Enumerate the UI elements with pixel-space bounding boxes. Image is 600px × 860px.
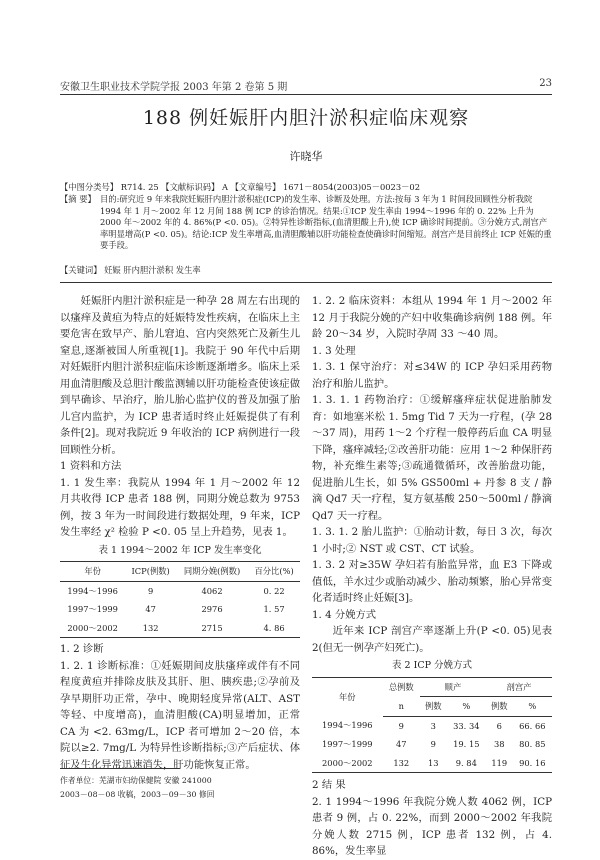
abstract-text: 目的:研究近 9 年来我院妊娠肝内胆汁淤积症(ICP)的发生率、诊断及处理。方法:按每 3 年为 1 时间段回顾性分析我院 1994 年 1 月～2002 年 12 月间 188 例 ICP 的诊治情况。结果:①ICP 发生率由 1994～1996 年的 0. 22% 上升为 2000 年～2002 年的 4. 86%(P <0. 05)。②特异性诊断指标,(血清胆酸上升),使 ICP 确诊时间提前。③分娩方式,剖宫产率明显增高(P <0. 05)。结论:ICP 发生率增高,血清胆酸辅以肝功能检查使确诊时间缩短。剖宫产是目前终止 ICP 妊娠的重要手段。 — [100, 194, 552, 251]
t2-header-vag-pct: % — [447, 697, 486, 717]
abstract — [60, 194, 552, 252]
page-number: 23 — [539, 78, 552, 89]
table-cell: 33. 34 — [453, 720, 480, 731]
t2-header-total: 总例数 — [383, 677, 420, 697]
t2-header-cs-cases: 例数 — [486, 697, 513, 717]
t2-header-vag-cases: 例数 — [420, 697, 447, 717]
table-cell: 2000～2002 — [60, 619, 125, 638]
abstract-rule — [60, 282, 552, 283]
section-1-4-text: 近年来 ICP 剖宫产率逐渐上升(P <0. 05)见表 2(但无一例孕产妇死亡)。 — [312, 625, 552, 654]
right-column — [312, 293, 552, 860]
table-cell: 9 — [430, 739, 436, 749]
table-cell: 1994～1996 — [322, 720, 373, 731]
table-cell: 6 — [496, 720, 502, 731]
table-cell: 132 — [125, 619, 176, 638]
t1-header-births: 同期分娩(例数) — [176, 562, 248, 582]
table2-caption: 表 2 ICP 分娩方式 — [391, 660, 473, 671]
meta-codes: 【中图分类号】 R714. 25 【文献标识码】 A 【文章编号】 1671－8054(2003)05－0023－02 — [60, 182, 420, 192]
running-header — [60, 78, 552, 93]
section-1-2-2: 1. 2. 2 临床资料：本组从 1994 年 1 月～2002 年 12 月于我院分娩的产妇中收集确诊病例 188 例。年龄 20～34 岁，入院时孕周 33 ～40 周。 — [312, 295, 552, 340]
section-1-1: 1. 1 发生率：我院从 1994 年 1 月～2002 年 12 月共收得 ICP 患者 188 例，同期分娩总数为 9753 例，按 3 年为一时间段进行数据处理，9 年来，ICP 发生率经 χ² 检验 P <0. 05 呈上升趋势，见表 1。 — [60, 476, 300, 538]
section-1-3-2: 1. 3. 2 对≥35W 孕妇若有胎监异常，血 E3 下降或值低，羊水过少或胎动减少、胎动频繁，胎心异常变化者适时终止妊娠[3]。 — [312, 559, 552, 604]
journal-name: 安徽卫生职业技术学院学报 2003 年第 2 卷第 5 期 — [60, 82, 288, 93]
table-cell: 47 — [145, 604, 156, 614]
table-row — [60, 600, 300, 619]
table-cell: 119 — [486, 754, 513, 773]
table-cell: 80. 85 — [519, 739, 546, 749]
header-rule — [60, 94, 552, 95]
table-cell: 66. 66 — [519, 720, 546, 731]
table-cell: 47 — [395, 739, 407, 749]
section-1-3-1-2: 1. 3. 1. 2 胎儿监护：①胎动计数，每日 3 次，每次 1 小时;② NST 或 CST、CT 试验。 — [312, 526, 552, 555]
table-cell: 2976 — [201, 604, 223, 614]
t2-header-cesarean: 剖宫产 — [486, 677, 552, 697]
section-1-3-1-1: 1. 3. 1. 1 药物治疗：①缓解瘙痒症状促进胎肺发育：如地塞米松 1. 5mg Tid 7 天为一疗程，(孕 28～37 周)，用药 1～2 个疗程一般停药后血 CA 明显下降，瘙痒减轻;②改善肝功能：应用 1～2 种保肝药物，补充维生素等;③疏通微循环，改善胎盘功能，促进胎儿生长，如 5% GS500ml + 丹参 8 支 / 静滴 Qd7 天一疗程，复方氨基酸 250～500ml / 静滴 Qd7 天一疗程。 — [312, 394, 552, 522]
table-row — [60, 581, 300, 600]
table-cell: 1997～1999 — [67, 604, 118, 614]
t2-header-year: 年份 — [312, 677, 383, 716]
table-cell: 9 — [398, 720, 404, 731]
section-1-2-heading: 1. 2 诊断 — [60, 643, 104, 655]
table-cell: 1. 57 — [263, 604, 285, 614]
t1-header-pct: 百分比(%) — [248, 562, 300, 582]
table-cell: 19. 15 — [453, 739, 480, 749]
table-cell: 4. 86 — [248, 619, 300, 638]
article-title: 188 例妊娠肝内胆汁淤积症临床观察 — [142, 107, 470, 129]
table1 — [60, 561, 300, 638]
table-cell: 3 — [430, 720, 436, 731]
intro-paragraph: 妊娠肝内胆汁淤积症是一种孕 28 周左右出现的以瘙痒及黄疸为特点的妊娠特发性疾病，在临床上主要危害在致早产、胎儿窘迫、宫内突然死亡及新生儿窒息,逐渐被国人所重视[1]。我院于 90 年代中后期对妊娠肝内胆汁淤积症临床诊断逐渐增多。临床上采用血清胆酸及总胆汁酸监测辅以肝功能检查使该症做到早确诊、早治疗，胎儿胎心监护仪的普及加强了胎儿宫内监护，为 ICP 患者适时终止妊娠提供了有利条件[2]。现对我院近 9 年收治的 ICP 病例进行一段回顾性分析。 — [60, 295, 300, 456]
table-row — [312, 735, 552, 754]
table-cell: 4062 — [201, 585, 223, 596]
table-cell: 90. 16 — [513, 754, 552, 773]
footnote — [60, 774, 300, 802]
keywords: 【关键词】 妊娠 肝内胆汁淤积 发生率 — [60, 265, 201, 275]
received-dates: 2003－08－08 收稿，2003－09－30 修回 — [60, 790, 215, 799]
table-cell: 1997～1999 — [322, 739, 373, 749]
table-row — [312, 716, 552, 735]
section-1-4-heading: 1. 4 分娩方式 — [312, 608, 377, 621]
table-cell: 9. 84 — [447, 754, 486, 773]
section-2-1: 2. 1 1994～1996 年我院分娩人数 4062 例，ICP 患者 9 例，占 0. 22%，而到 2000～2002 年我院分娩人数 2715 例，ICP 患者 132 例，占 4. 86%，发生率显 — [312, 795, 552, 857]
article-author: 许晓华 — [289, 150, 323, 163]
t2-header-n: n — [383, 697, 420, 717]
section-1-3-heading: 1. 3 处理 — [312, 344, 356, 357]
footnote-rule — [60, 768, 180, 769]
section-2-heading: 2 结 果 — [312, 779, 346, 791]
table-cell: 2715 — [176, 619, 248, 638]
table-cell: 13 — [420, 754, 447, 773]
classification-line — [60, 182, 552, 194]
abstract-label: 【摘 要】 — [60, 194, 96, 204]
section-1-2-1: 1. 2. 1 诊断标准：①妊娠期间皮肤瘙痒或伴有不同程度黄疸并排除皮肤及其肝、胆、胰疾患;②孕前及孕早期肝功正常，孕中、晚期轻度异常(ALT、AST 等轻、中度增高)，血清胆酸(CA)明显增加，正常 CA 为 <2. 63mg/L，ICP 者可增加 2～20 倍，本院以≥2. 7mg/L 为特异性诊断指标;③产后症状、体征及生化异常迅速消失，肝功能恢复正常。 — [60, 659, 300, 771]
table-cell: 0. 22 — [263, 585, 285, 596]
table-cell: 1994～1996 — [67, 585, 118, 596]
table-row — [312, 754, 552, 773]
t1-header-year: 年份 — [60, 562, 125, 582]
table-cell: 9 — [148, 585, 154, 596]
table-cell: 132 — [383, 754, 420, 773]
t2-header-vaginal: 顺产 — [420, 677, 486, 697]
section-1-heading: 1 资料和方法 — [60, 460, 122, 472]
t1-header-icp: ICP(例数) — [125, 562, 176, 582]
table-cell: 38 — [494, 739, 505, 749]
left-column — [60, 293, 300, 773]
table-row — [60, 619, 300, 638]
section-1-3-1: 1. 3. 1 保守治疗：对≤34W 的 ICP 孕妇采用药物治疗和胎儿监护。 — [312, 361, 552, 390]
table-cell: 2000～2002 — [312, 754, 383, 773]
table1-caption: 表 1 1994～2002 年 ICP 发生率变化 — [98, 544, 262, 556]
t2-header-cs-pct: % — [513, 697, 552, 717]
author-unit: 作者单位：芜湖市妇幼保健院 安徽 241000 — [60, 776, 212, 785]
table2 — [312, 677, 552, 774]
